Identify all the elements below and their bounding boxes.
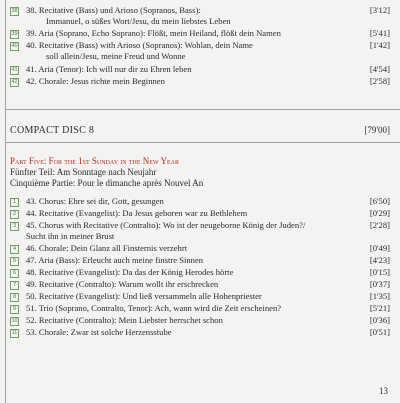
track-title [26,40,351,62]
track-index-icon: 38 [11,8,18,14]
track-duration: [0'36] [369,315,390,325]
track-title [26,5,351,27]
disc-duration: [79'00] [364,125,390,135]
track-title-line2: Immanuel, o süßes Wort/Jesu, du mein liebstes Leben [46,16,231,26]
disc-title: COMPACT DISC 8 [10,125,95,136]
track-index-icon: 11 [11,330,18,336]
track-duration: [5'21] [369,303,390,313]
track-duration: [0'51] [369,327,390,337]
left-rule [5,0,6,403]
track-title [26,220,366,242]
track-index-icon: 40 [11,43,18,49]
part-heading-german: Fünfter Teil: Am Sonntage nach Neujahr [10,167,157,177]
track-title: 52. Recitative (Contralto): Mein Liebster herrschet schon [26,315,223,325]
track-index-icon: 10 [11,318,18,324]
part-heading-french: Cinquième Partie: Pour le dimanche après Nouvel An [10,178,204,188]
track-duration: [3'12] [369,5,390,15]
part-heading: Part Five: For the 1st Sunday in the New Year [10,156,180,166]
track-title: 49. Recitative (Contralto): Warum wollt ihr erschrecken [26,279,219,289]
track-duration: [4'23] [369,255,390,265]
track-index-icon: 4 [10,245,19,254]
track-index-icon: 7 [10,281,19,290]
track-title: 41. Aria (Tenor): Ich will nur dir zu Ehren leben [26,64,192,74]
track-title-line2: soll allein/Jesu, meine Freud und Wonne [46,51,186,61]
track-title: 51. Trio (Soprano, Contralto, Tenor): Ach, wann wird die Zeit erscheinen? [26,303,282,313]
track-duration: [1'42] [369,40,390,50]
track-index-icon: 3 [10,222,19,231]
page-number: 13 [379,386,388,396]
track-duration: [0'29] [369,208,390,218]
track-title: 47. Aria (Bass): Erleucht auch meine finstre Sinnen [26,255,204,265]
track-title: 42. Chorale: Jesus richte mein Beginnen [26,76,165,86]
track-title-line1: 40. Recitative (Bass) with Arioso (Sopranos): Wohlan, dein Name [26,40,253,50]
track-duration: [4'54] [369,64,390,74]
track-title-line1: 45. Chorus with Recitative (Contralto): Wo ist der neugeborne König der Juden?/ [26,220,306,230]
track-duration: [1'35] [369,291,390,301]
track-index-icon: 8 [10,293,19,302]
divider-disc [5,142,400,143]
track-duration: [2'58] [369,76,390,86]
track-title-line2: Sucht ihn in meiner Brust [26,231,115,241]
track-title: 44. Recitative (Evangelist): Da Jesus geboren war zu Bethlehem [26,208,248,218]
track-title: 46. Chorale: Dein Glanz all Finsternis verzehrt [26,243,188,253]
track-index-icon: 9 [10,305,19,314]
track-row [10,5,390,27]
track-row [10,220,390,242]
track-duration: [0'15] [369,267,390,277]
track-duration: [6'50] [369,196,390,206]
track-index-icon: 42 [11,79,18,85]
track-duration: [0'49] [369,243,390,253]
track-title: 48. Recitative (Evangelist): Da das der König Herodes hörte [26,267,234,277]
track-title: 50. Recitative (Evangelist): Und ließ versammeln alle Hohenpriester [26,291,262,301]
divider-top [5,109,400,110]
track-index-icon: 5 [10,257,19,266]
track-index-icon: 2 [10,210,19,219]
track-title: 53. Chorale: Zwar ist solche Herzensstube [26,327,172,337]
track-title: 43. Chorus: Ehre sei dir, Gott, gesungen [26,196,164,206]
track-index-icon: 1 [10,198,19,207]
track-duration: [0'37] [369,279,390,289]
track-index-icon: 41 [11,67,18,73]
track-duration: [5'41] [369,28,390,38]
track-index-icon: 6 [10,269,19,278]
track-duration: [2'28] [369,220,390,230]
track-index-icon: 39 [11,31,18,37]
track-row [10,40,390,62]
track-title: 39. Aria (Soprano, Echo Soprano): Flößt, mein Heiland, flößt dein Namen [26,28,281,38]
track-title-line1: 38. Recitative (Bass) und Arioso (Sopranos, Bass): [26,5,201,15]
